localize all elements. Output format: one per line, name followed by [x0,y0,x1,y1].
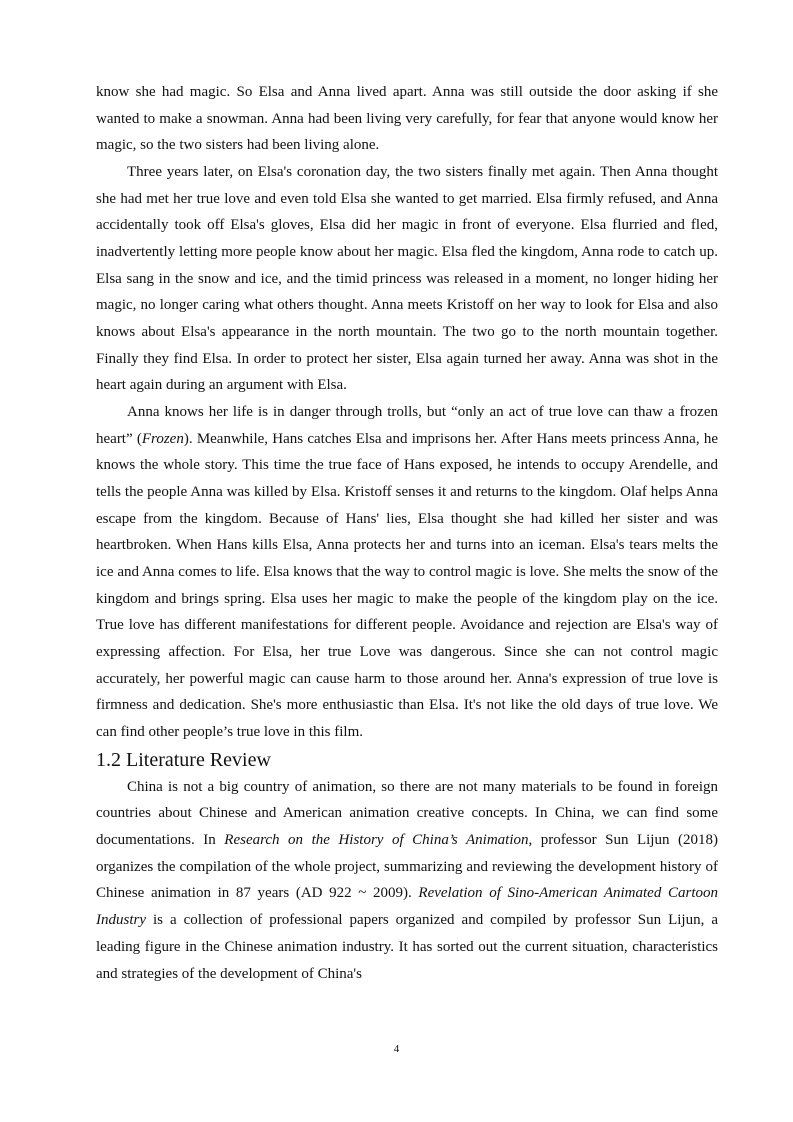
italic-title-research-history: Research on the History of China’s Animation, [224,832,533,849]
paragraph-text: China is not a big country of animation, so there are not many materials to be found in foreign countries about Chinese and American animation creative concepts. In China, we can find some documentations. In [96,778,718,849]
document-page [96,79,718,987]
paragraph-coronation: Three years later, on Elsa's coronation day, the two sisters finally met again. Then Anna thought she had met her true love and even told Elsa she wanted to get married. Elsa firmly refused, and Anna accidentally took off Elsa's gloves, Elsa did her magic in front of everyone. Elsa flurried and fled, inadvertently letting more people know about her magic. Elsa fled the kingdom, Anna rode to catch up. Elsa sang in the snow and ice, and the timid princess was released in a moment, no longer hiding her magic, no longer caring what others thought. Anna meets Kristoff on her way to look for Elsa and also knows about Elsa's appearance in the north mountain. The two go to the north mountain together. Finally they find Elsa. In order to protect her sister, Elsa again turned her away. Anna was shot in the heart again during an argument with Elsa. [96,164,718,394]
page-number: 4 [393,1043,400,1055]
paragraph-literature-review [96,774,718,987]
paragraph-continuation: know she had magic. So Elsa and Anna lived apart. Anna was still outside the door asking if she wanted to make a snowman. Anna had been living very carefully, for fear that anyone would know her magic, so the two sisters had been living alone. [96,84,718,154]
paragraph-text: ). Meanwhile, Hans catches Elsa and imprisons her. After Hans meets princess Anna, he knows the whole story. This time the true face of Hans exposed, he intends to occupy Arendelle, and tells the people Anna was killed by Elsa. Kristoff senses it and returns to the kingdom. Olaf helps Anna escape from the kingdom. Because of Hans' lies, Elsa thought she had killed her sister and was heartbroken. When Hans kills Elsa, Anna protects her and turns into an iceman. Elsa's tears melts the ice and Anna comes to life. Elsa knows that the way to control magic is love. She melts the snow of the kingdom and brings spring. Elsa uses her magic to make the people of the kingdom play on the ice. True love has different manifestations for different people. Avoidance and rejection are Elsa's way of expressing affection. For Elsa, her true Love was dangerous. Since she can not control magic accurately, her powerful magic can cause harm to those around her. Anna's expression of true love is firmness and dedication. She's more enthusiastic than Elsa. It's not like the old days of true love. We can find other people’s true love in this film. [96,430,718,741]
italic-title-revelation: Revelation of Sino-American Animated Cartoon Industry [96,885,718,929]
paragraph-text: is a collection of professional papers organized and compiled by professor Sun Lijun, a leading figure in the Chinese animation industry. It has sorted out the current situation, characteristics and strategies of the development of China's [96,912,718,982]
italic-title-frozen: Frozen [141,430,184,447]
paragraph-text: Anna knows her life is in danger through trolls, but “only an act of true love can thaw a frozen heart” ( [96,404,718,447]
paragraph-true-love [96,399,718,746]
section-heading: 1.2 Literature Review [96,748,271,771]
paragraph-text: professor Sun Lijun (2018) organizes the compilation of the whole project, summarizing and reviewing the development history of Chinese animation in 87 years (AD 922 ~ 2009). [96,832,718,902]
